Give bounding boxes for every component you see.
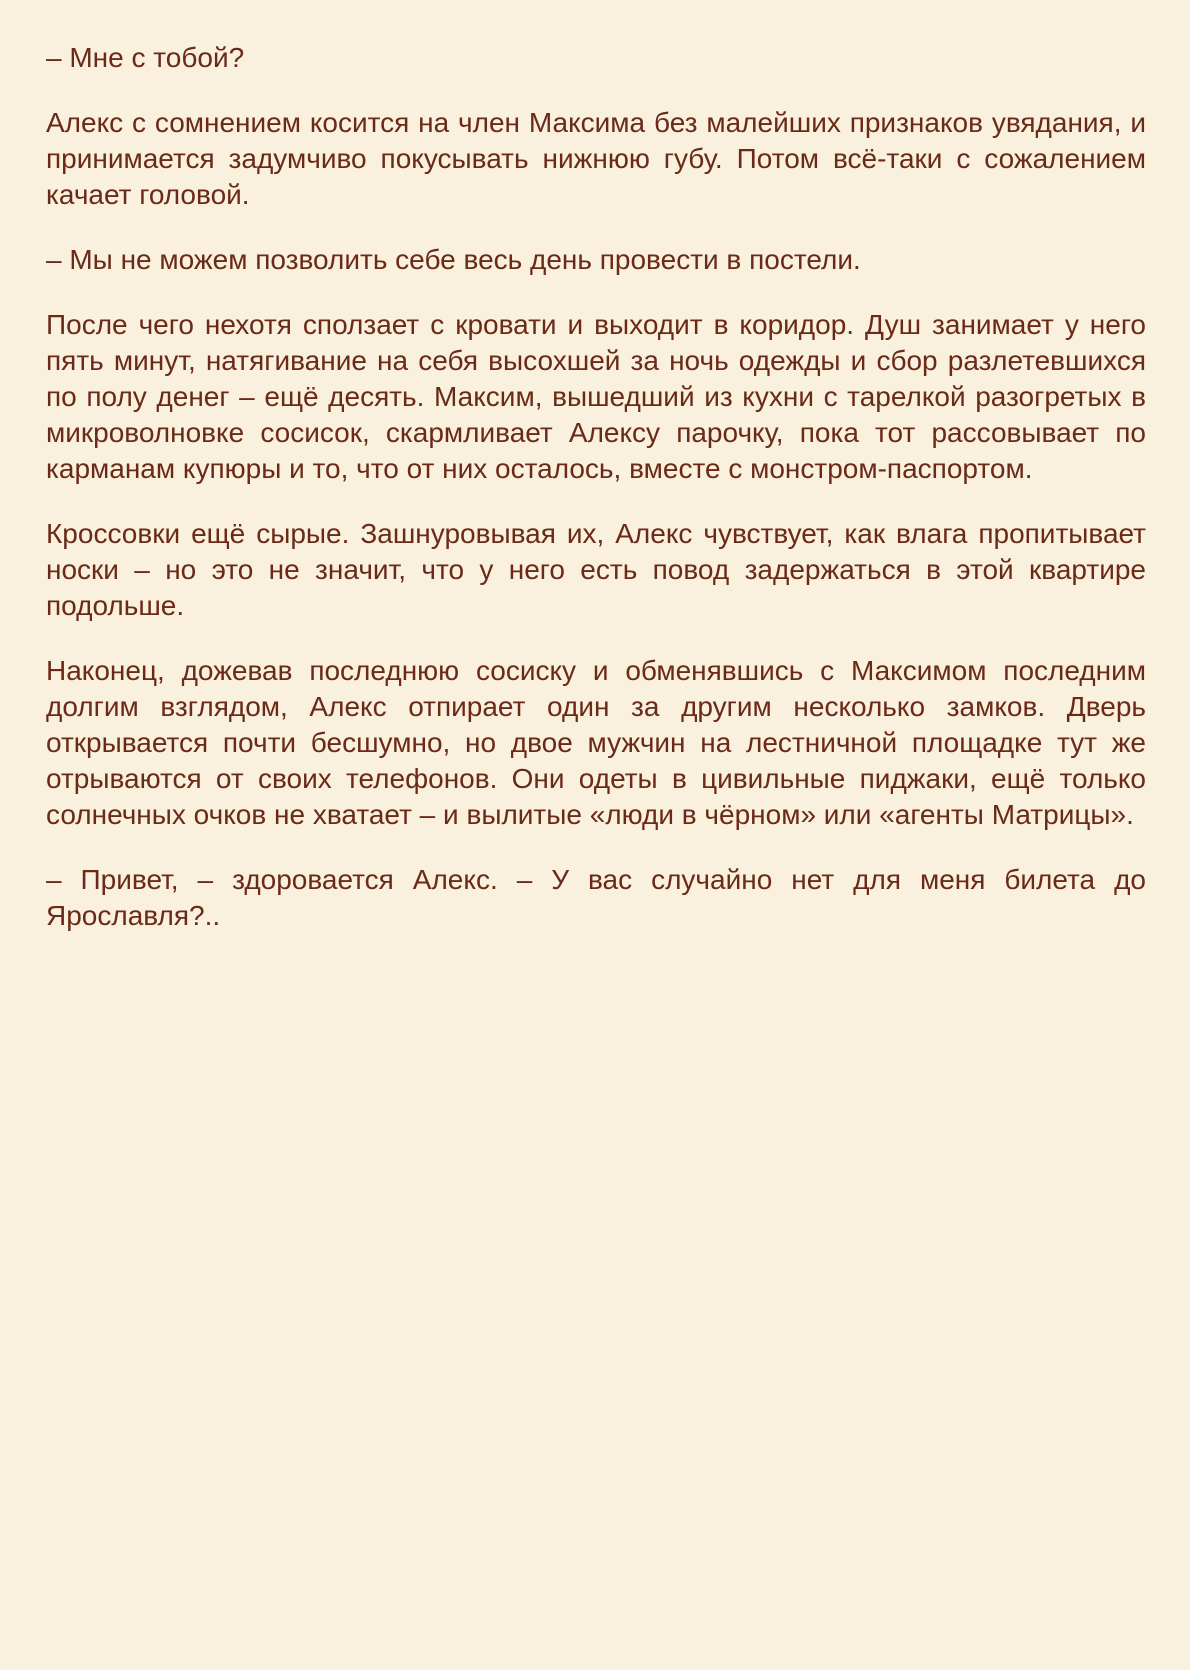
paragraph-5: Кроссовки ещё сырые. Зашнуровывая их, Алекс чувствует, как влага пропитывает носки – но это не значит, что у него есть повод задержаться в этой квартире подольше. xyxy=(46,518,1146,621)
paragraph-7: – Привет, – здоровается Алекс. – У вас случайно нет для меня билета до Ярославля?.. xyxy=(46,864,1146,931)
paragraph-4: После чего нехотя сползает с кровати и выходит в коридор. Душ занимает у него пять минут, натягивание на себя высохшей за ночь одежды и сбор разлетевшихся по полу денег – ещё десять. Максим, вышедший из кухни с тарелкой разогретых в микроволновке сосисок, скармливает Алексу парочку, пока тот рассовывает по карманам купюры и то, что от них осталось, вместе с монстром-паспортом. xyxy=(46,309,1146,484)
paragraph-1: – Мне с тобой? xyxy=(46,42,245,73)
paragraph-2: Алекс с сомнением косится на член Максима без малейших признаков увядания, и принимается задумчиво покусывать нижнюю губу. Потом всё-таки с сожалением качает головой. xyxy=(46,107,1146,210)
paragraph-3: – Мы не можем позволить себе весь день провести в постели. xyxy=(46,244,861,275)
paragraph-6: Наконец, дожевав последнюю сосиску и обменявшись с Максимом последним долгим взглядом, Алекс отпирает один за другим несколько замков. Дверь открывается почти бесшумно, но двое мужчин на лестничной площадке тут же отрываются от своих телефонов. Они одеты в цивильные пиджаки, ещё только солнечных очков не хватает – и вылитые «люди в чёрном» или «агенты Матрицы». xyxy=(46,655,1146,830)
